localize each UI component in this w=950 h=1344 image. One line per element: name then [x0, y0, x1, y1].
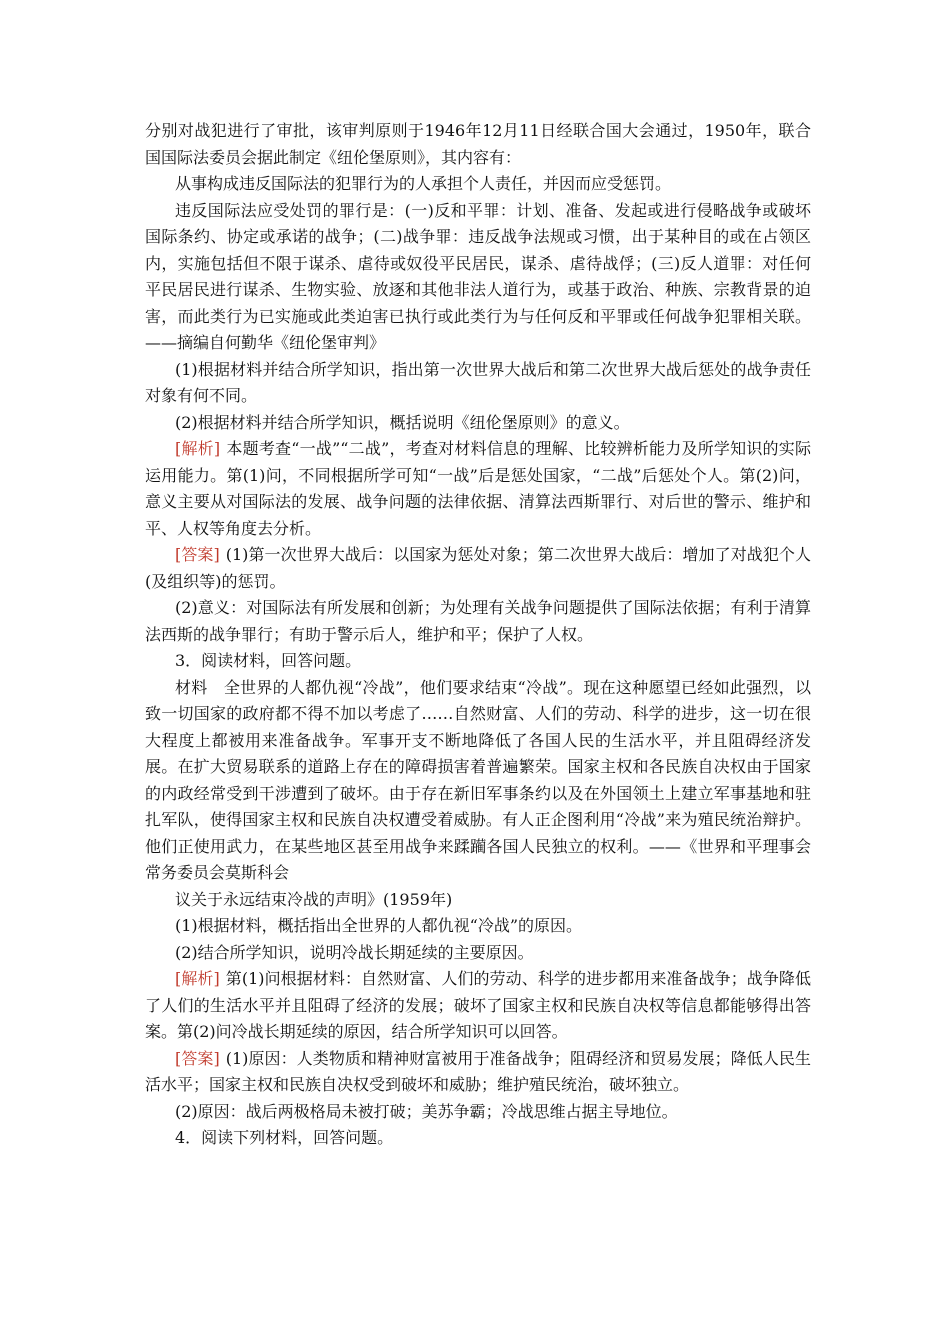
answer-paragraph: (2)意义：对国际法有所发展和创新；为处理有关战争问题提供了国际法依据；有利于清算法西斯的战争罪行；有助于警示后人，维护和平；保护了人权。: [145, 598, 811, 644]
material-source: 议关于永远结束冷战的声明》(1959年): [175, 889, 453, 909]
question-2: (2)结合所学知识，说明冷战长期延续的主要原因。: [175, 942, 534, 962]
document-page: [145, 118, 811, 1152]
answer-paragraph: (2)原因：战后两极格局未被打破；美苏争霸；冷战思维占据主导地位。: [175, 1101, 678, 1121]
analysis-tag: [解析]: [175, 969, 220, 988]
analysis-text: 第(1)问根据材料：自然财富、人们的劳动、科学的进步都用来准备战争；战争降低了人们的生活水平并且阻碍了经济的发展；破坏了国家主权和民族自决权等信息都能够得出答案。第(2)问冷战长期延续的原因，结合所学知识可以回答。: [145, 969, 811, 1041]
answer-paragraph: [145, 1046, 811, 1099]
analysis-paragraph: [145, 436, 811, 542]
question-title: 3．阅读材料，回答问题。: [175, 651, 362, 670]
question-title: 4．阅读下列材料，回答问题。: [175, 1128, 394, 1147]
question-1: (1)根据材料并结合所学知识，指出第一次世界大战后和第二次世界大战后惩处的战争责任对象有何不同。: [145, 359, 811, 405]
material-paragraph: 材料 全世界的人都仇视“冷战”，他们要求结束“冷战”。现在这种愿望已经如此强烈，以致一切国家的政府都不得不加以考虑了……自然财富、人们的劳动、科学的进步，这一切在很大程度上都被用来准备战争。军事开支不断地降低了各国人民的生活水平，并且阻碍经济发展。在扩大贸易联系的道路上存在的障碍损害着普遍繁荣。国家主权和各民族自决权由于国家的内政经常受到干涉遭到了破坏。由于存在新旧军事条约以及在外国领土上建立军事基地和驻扎军队，使得国家主权和民族自决权遭受着威胁。有人正企图利用“冷战”来为殖民统治辩护。他们正使用武力，在某些地区甚至用战争来蹂躏各国人民独立的权利。——《世界和平理事会常务委员会莫斯科会: [145, 677, 811, 882]
paragraph: 分别对战犯进行了审批，该审判原则于1946年12月11日经联合国大会通过，1950年，联合国国际法委员会据此制定《纽伦堡原则》，其内容有：: [145, 121, 811, 167]
question-2: (2)根据材料并结合所学知识，概括说明《纽伦堡原则》的意义。: [175, 412, 630, 432]
answer-text: (1)第一次世界大战后：以国家为惩处对象；第二次世界大战后：增加了对战犯个人(及组织等)的惩罚。: [145, 545, 811, 591]
paragraph: 从事构成违反国际法的犯罪行为的人承担个人责任，并因而应受惩罚。: [175, 174, 672, 193]
answer-tag: [答案]: [175, 545, 220, 564]
analysis-text: 本题考查“一战”“二战”，考查对材料信息的理解、比较辨析能力及所学知识的实际运用能力。第(1)问，不同根据所学可知“一战”后是惩处国家，“二战”后惩处个人。第(2)问，意义主要从对国际法的发展、战争问题的法律依据、清算法西斯罪行、对后世的警示、维护和平、人权等角度去分析。: [145, 439, 811, 538]
answer-text: (1)原因：人类物质和精神财富被用于准备战争；阻碍经济和贸易发展；降低人民生活水平；国家主权和民族自决权受到破坏和威胁；维护殖民统治，破坏独立。: [145, 1048, 811, 1094]
analysis-tag: [解析]: [175, 439, 221, 458]
answer-paragraph: [145, 542, 811, 595]
paragraph: 违反国际法应受处罚的罪行是：(一)反和平罪：计划、准备、发起或进行侵略战争或破坏国际条约、协定或承诺的战争；(二)战争罪：违反战争法规或习惯，出于某种目的或在占领区内，实施包括但不限于谋杀、虐待或奴役平民居民，谋杀、虐待战俘；(三)反人道罪：对任何平民居民进行谋杀、生物实验、放逐和其他非法人道行为，或基于政治、种族、宗教背景的迫害，而此类行为已实施或此类迫害已执行或此类行为与任何反和平罪或任何战争犯罪相关联。——摘编自何勤华《纽伦堡审判》: [145, 200, 811, 352]
question-1: (1)根据材料，概括指出全世界的人都仇视“冷战”的原因。: [175, 916, 583, 935]
answer-tag: [答案]: [175, 1048, 220, 1068]
analysis-paragraph: [145, 966, 811, 1046]
